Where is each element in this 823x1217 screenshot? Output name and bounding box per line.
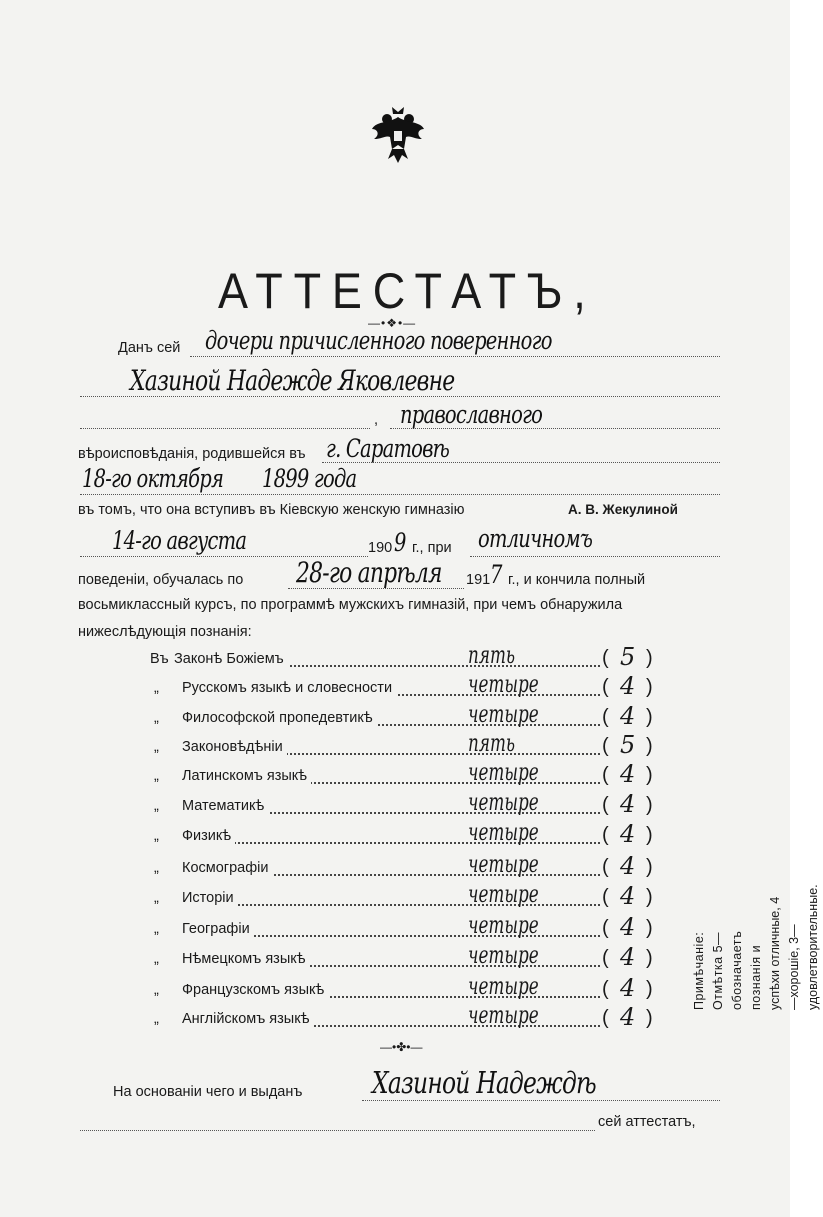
paren-open: ( xyxy=(602,676,609,698)
grade-digit: 4 xyxy=(620,790,636,818)
grade-digit: 4 xyxy=(620,882,636,910)
subject-prefix: „ xyxy=(154,1011,159,1027)
label-issued-to: На основаніи чего и выданъ xyxy=(113,1084,303,1100)
paren-close: ) xyxy=(646,735,653,757)
subject-name: Физикѣ xyxy=(182,828,235,844)
subject-prefix: „ xyxy=(154,951,159,967)
subject-prefix: „ xyxy=(154,860,159,876)
paren-open: ( xyxy=(602,1007,609,1029)
paren-close: ) xyxy=(646,917,653,939)
grade-word: четыре xyxy=(468,1001,539,1029)
note-line-2: успѣхи отличные, 4—хорошіе, 3—удовлетворительные. xyxy=(768,884,820,1010)
hw-birth-date: 18-го октября xyxy=(82,464,224,493)
hw-end-year-digit: 7 xyxy=(490,560,502,589)
subject-prefix: „ xyxy=(154,680,159,696)
grade-digit: 4 xyxy=(620,672,636,700)
ornament-divider: —•❖•— xyxy=(368,316,417,330)
paren-close: ) xyxy=(646,706,653,728)
paren-close: ) xyxy=(646,978,653,1000)
grade-word: пять xyxy=(468,729,516,757)
paren-open: ( xyxy=(602,794,609,816)
subject-name: Географіи xyxy=(182,921,254,937)
subject-name: Латинскомъ языкѣ xyxy=(182,768,311,784)
grade-digit: 4 xyxy=(620,974,636,1002)
hw-conduct: отличномъ xyxy=(478,524,593,553)
grade-word: четыре xyxy=(468,941,539,969)
grade-digit: 4 xyxy=(620,852,636,880)
paren-close: ) xyxy=(646,676,653,698)
grade-word: четыре xyxy=(468,818,539,846)
paren-open: ( xyxy=(602,917,609,939)
subject-name: Законовѣдѣніи xyxy=(182,739,287,755)
subject-name: Философской пропедевтикѣ xyxy=(182,710,377,726)
label-certificate-end: сей аттестатъ, xyxy=(598,1114,696,1130)
subject-prefix: „ xyxy=(154,739,159,755)
subject-name: Космографіи xyxy=(182,860,272,876)
grade-word: четыре xyxy=(468,670,539,698)
grade-digit: 4 xyxy=(620,760,636,788)
label-entry-statement: въ томъ, что она вступивъ въ Кіевскую женскую гимназію xyxy=(78,502,465,518)
paren-open: ( xyxy=(602,947,609,969)
hw-recipient-name: Хазиной Надеждѣ xyxy=(372,1066,596,1101)
paren-close: ) xyxy=(646,856,653,878)
grade-digit: 5 xyxy=(620,731,636,759)
hw-end-date: 28-го апрѣля xyxy=(296,556,442,589)
grade-word: четыре xyxy=(468,911,539,939)
grade-digit: 5 xyxy=(620,643,636,671)
comma: , xyxy=(374,412,379,428)
hw-birth-city: г. Саратовѣ xyxy=(326,434,450,463)
subject-name: Французскомъ языкѣ xyxy=(182,982,328,998)
hw-entry-year-digit: 9 xyxy=(394,528,406,557)
subject-prefix: „ xyxy=(154,798,159,814)
label-studied-until: поведеніи, обучалась по xyxy=(78,572,244,588)
grade-word: четыре xyxy=(468,788,539,816)
grade-digit: 4 xyxy=(620,913,636,941)
subject-prefix: Въ xyxy=(150,651,169,667)
label-pri: г., при xyxy=(412,540,452,556)
grade-word: четыре xyxy=(468,880,539,908)
subject-prefix: „ xyxy=(154,982,159,998)
grade-word: пять xyxy=(468,641,516,669)
subject-name: Законѣ Божіемъ xyxy=(174,651,288,667)
grade-digit: 4 xyxy=(620,943,636,971)
subject-name: Математикѣ xyxy=(182,798,268,814)
double-headed-eagle-emblem xyxy=(370,105,426,167)
subject-prefix: „ xyxy=(154,828,159,844)
paren-open: ( xyxy=(602,706,609,728)
hw-status: дочери причисленного поверенного xyxy=(205,326,552,355)
label-religion-birth: вѣроисповѣданія, родившейся въ xyxy=(78,446,306,462)
paren-close: ) xyxy=(646,794,653,816)
gymnasium-name: А. В. Жекулиной xyxy=(568,502,678,517)
subject-name: Англійскомъ языкѣ xyxy=(182,1011,313,1027)
grade-word: четыре xyxy=(468,850,539,878)
year-prefix-end: 191 xyxy=(466,572,491,588)
label-knowledge: нижеслѣдующія познанія: xyxy=(78,624,252,640)
paren-open: ( xyxy=(602,856,609,878)
grade-digit: 4 xyxy=(620,1003,636,1031)
subject-prefix: „ xyxy=(154,890,159,906)
paren-close: ) xyxy=(646,886,653,908)
subject-name: Русскомъ языкѣ и словесности xyxy=(182,680,396,696)
paren-close: ) xyxy=(646,764,653,786)
subject-prefix: „ xyxy=(154,768,159,784)
grade-word: четыре xyxy=(468,700,539,728)
hw-entry-date: 14-го августа xyxy=(112,526,247,555)
grade-word: четыре xyxy=(468,758,539,786)
label-dan-sei: Данъ сей xyxy=(118,340,181,356)
hw-student-name: Хазиной Надежде Яковлевне xyxy=(130,364,455,397)
paren-close: ) xyxy=(646,647,653,669)
subject-name: Нѣмецкомъ языкѣ xyxy=(182,951,309,967)
paren-open: ( xyxy=(602,978,609,1000)
document-title: АТТЕСТАТЪ, xyxy=(218,263,597,319)
paren-close: ) xyxy=(646,947,653,969)
label-completed: г., и кончила полный xyxy=(508,572,646,588)
paren-open: ( xyxy=(602,735,609,757)
grade-digit: 4 xyxy=(620,702,636,730)
note-line-1: Примѣчаніе: Отмѣтка 5—обозначаетъ познанія и xyxy=(692,930,763,1010)
subject-prefix: „ xyxy=(154,710,159,726)
paren-close: ) xyxy=(646,1007,653,1029)
paren-open: ( xyxy=(602,886,609,908)
label-course: восьмиклассный курсъ, по программѣ мужскихъ гимназій, при чемъ обнаружила xyxy=(78,597,623,613)
grading-note xyxy=(690,884,823,1010)
paren-open: ( xyxy=(602,824,609,846)
subject-prefix: „ xyxy=(154,921,159,937)
grade-digit: 4 xyxy=(620,820,636,848)
year-prefix-entry: 190 xyxy=(368,540,393,556)
subject-name: Исторіи xyxy=(182,890,238,906)
ornament-divider-bottom: —•✤•— xyxy=(380,1040,423,1054)
paren-close: ) xyxy=(646,824,653,846)
paren-open: ( xyxy=(602,764,609,786)
paren-open: ( xyxy=(602,647,609,669)
hw-birth-year: 1899 года xyxy=(262,464,357,493)
grade-word: четыре xyxy=(468,972,539,1000)
hw-religion: православного xyxy=(400,400,543,429)
